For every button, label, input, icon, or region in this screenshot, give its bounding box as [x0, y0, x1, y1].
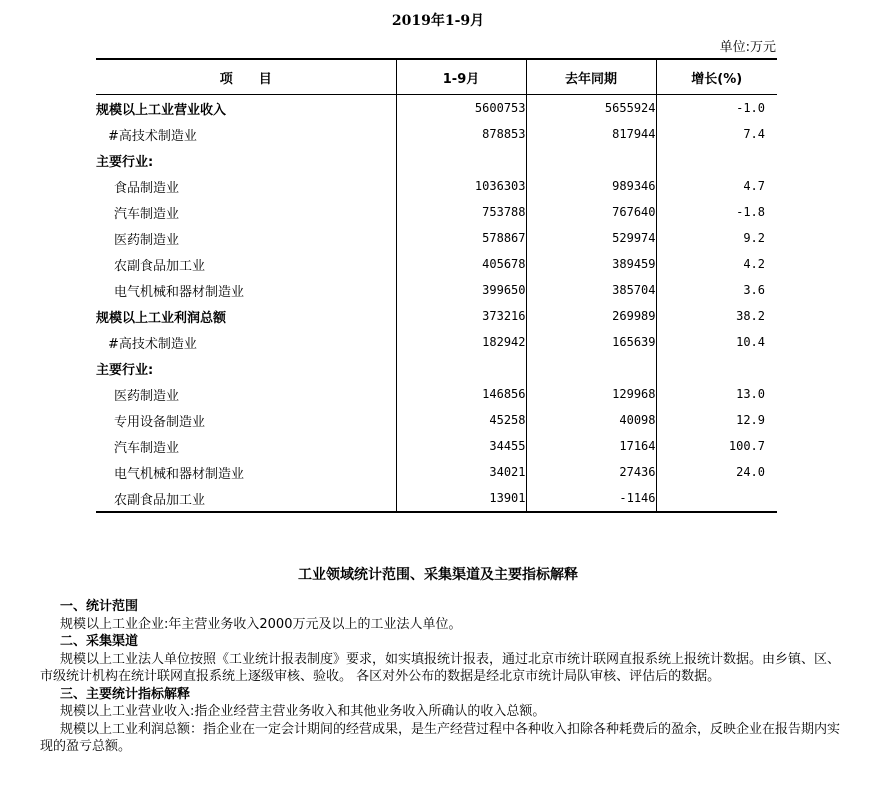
row-label: 食品制造业	[114, 180, 180, 196]
current-value: 878853	[396, 121, 526, 147]
unit-label: 单位:万元	[719, 40, 776, 55]
prior-value: 529974	[526, 225, 656, 251]
table-row	[96, 225, 777, 251]
growth-value: 10.4	[656, 329, 777, 355]
current-value: 34455	[396, 433, 526, 459]
current-value: 578867	[396, 225, 526, 251]
prior-value: 385704	[526, 277, 656, 303]
section-heading: 三、主要统计指标解释	[60, 686, 191, 702]
growth-value: 24.0	[656, 459, 777, 485]
current-value	[396, 355, 526, 381]
growth-value: 3.6	[656, 277, 777, 303]
growth-value: 4.2	[656, 251, 777, 277]
statistics-table	[96, 58, 777, 513]
table-row	[96, 199, 777, 225]
table-row	[96, 95, 777, 122]
prior-value: 40098	[526, 407, 656, 433]
column-header-item: 项 目	[96, 59, 396, 95]
current-value: 13901	[396, 485, 526, 512]
prior-value: 5655924	[526, 95, 656, 122]
row-label: 电气机械和器材制造业	[114, 466, 245, 482]
section-heading: 一、统计范围	[60, 599, 139, 614]
row-label: #高技术制造业	[108, 128, 197, 144]
table-row	[96, 485, 777, 512]
current-value: 146856	[396, 381, 526, 407]
section-paragraph: 规模以上工业企业:年主营业务收入2000万元及以上的工业法人单位。	[60, 616, 462, 632]
current-value: 405678	[396, 251, 526, 277]
section-paragraph: 规模以上工业法人单位按照《工业统计报表制度》要求，如实填报统计报表，通过北京市统计联网直报系统上报统计数据。由乡镇、区、市级统计机构在统计联网直报系统上逐级审核、验收。 各区对外公布的数据是经北京市统计局队审核、评估后的数据。	[40, 651, 841, 684]
table-body	[96, 95, 777, 513]
row-label: 农副食品加工业	[114, 258, 206, 274]
growth-value: 38.2	[656, 303, 777, 329]
prior-value: -1146	[526, 485, 656, 512]
table-row	[96, 303, 777, 329]
prior-value: 989346	[526, 173, 656, 199]
current-value: 373216	[396, 303, 526, 329]
growth-value: 9.2	[656, 225, 777, 251]
section-paragraph: 规模以上工业利润总额：指企业在一定会计期间的经营成果，是生产经营过程中各种收入扣除各种耗费后的盈余，反映企业在报告期内实现的盈亏总额。	[40, 721, 841, 754]
prior-value: 17164	[526, 433, 656, 459]
report-title: 2019年1-9月	[391, 13, 485, 29]
prior-value	[526, 147, 656, 173]
growth-value: 4.7	[656, 173, 777, 199]
growth-value	[656, 485, 777, 512]
prior-value: 165639	[526, 329, 656, 355]
table-row	[96, 355, 777, 381]
section-heading: 二、采集渠道	[60, 634, 139, 649]
table-row	[96, 121, 777, 147]
growth-value: 12.9	[656, 407, 777, 433]
current-value: 34021	[396, 459, 526, 485]
current-value: 399650	[396, 277, 526, 303]
table-row	[96, 277, 777, 303]
prior-value: 27436	[526, 459, 656, 485]
row-label: 医药制造业	[114, 388, 180, 404]
table-row	[96, 251, 777, 277]
growth-value	[656, 147, 777, 173]
row-label: 汽车制造业	[114, 440, 180, 456]
growth-value: -1.8	[656, 199, 777, 225]
table-row	[96, 173, 777, 199]
row-label: 专用设备制造业	[114, 414, 206, 430]
table-row	[96, 329, 777, 355]
row-label: 主要行业:	[96, 362, 154, 378]
row-label: 规模以上工业利润总额	[96, 310, 227, 326]
current-value: 1036303	[396, 173, 526, 199]
prior-value: 129968	[526, 381, 656, 407]
growth-value: -1.0	[656, 95, 777, 122]
table-row	[96, 381, 777, 407]
current-value: 45258	[396, 407, 526, 433]
growth-value: 100.7	[656, 433, 777, 459]
current-value: 5600753	[396, 95, 526, 122]
current-value: 753788	[396, 199, 526, 225]
current-value: 182942	[396, 329, 526, 355]
notes-title: 工业领域统计范围、采集渠道及主要指标解释	[298, 567, 578, 583]
column-header-prior: 去年同期	[526, 59, 656, 95]
table-row	[96, 459, 777, 485]
row-label: 汽车制造业	[114, 206, 180, 222]
prior-value: 269989	[526, 303, 656, 329]
prior-value	[526, 355, 656, 381]
section-paragraph: 规模以上工业营业收入:指企业经营主营业务收入和其他业务收入所确认的收入总额。	[60, 704, 546, 719]
row-label: 规模以上工业营业收入	[96, 102, 227, 118]
table-row	[96, 433, 777, 459]
column-header-growth: 增长(%)	[656, 59, 777, 95]
column-header-current: 1-9月	[396, 59, 526, 95]
row-label: 电气机械和器材制造业	[114, 284, 245, 300]
prior-value: 817944	[526, 121, 656, 147]
row-label: 主要行业:	[96, 154, 154, 170]
row-label: #高技术制造业	[108, 336, 197, 352]
table-header-row	[96, 59, 777, 95]
current-value	[396, 147, 526, 173]
growth-value: 13.0	[656, 381, 777, 407]
growth-value	[656, 355, 777, 381]
table-row	[96, 147, 777, 173]
table-row	[96, 407, 777, 433]
growth-value: 7.4	[656, 121, 777, 147]
row-label: 农副食品加工业	[96, 485, 396, 512]
prior-value: 767640	[526, 199, 656, 225]
prior-value: 389459	[526, 251, 656, 277]
notes-section	[40, 598, 840, 756]
row-label: 医药制造业	[114, 232, 180, 248]
